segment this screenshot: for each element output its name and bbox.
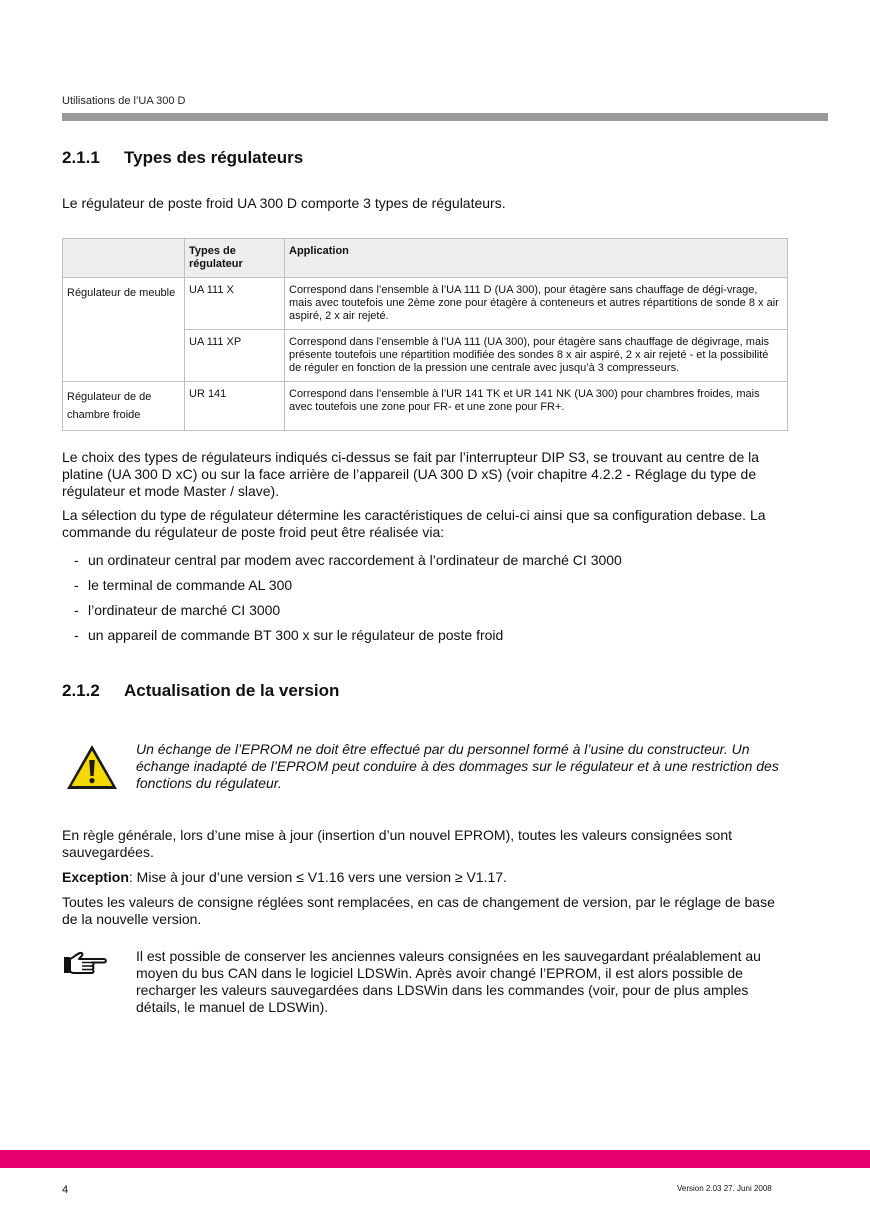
exception-label: Exception xyxy=(62,869,129,885)
table-row xyxy=(63,278,788,330)
ldswin-note-text: Il est possible de conserver les anciennes valeurs consignées en les sauvegardant préalablement au moyen du bus CAN dans le logiciel LDSWin. Après avoir changé l’EPROM, il est alors possible de recharger les valeurs sauvegardées dans LDSWin dans les commandes (voir, pour de plus amples détails, le manuel de LDSWin). xyxy=(136,948,761,1015)
setpoints-paragraph: Toutes les valeurs de consigne réglées sont remplacées, en cas de changement de version, par le réglage de base de la nouvelle version. xyxy=(62,894,775,927)
table-header-row xyxy=(63,239,788,278)
table-cell-type: UR 141 xyxy=(185,382,285,431)
footer-bar xyxy=(0,1150,870,1168)
list-item: - l’ordinateur de marché CI 3000 xyxy=(74,602,281,618)
table-header-cell: Types de régulateur xyxy=(185,239,285,278)
table-row xyxy=(63,382,788,431)
version-info: Version 2.03 27. Juni 2008 xyxy=(677,1184,772,1193)
section-title: Actualisation de la version xyxy=(124,681,340,700)
section-number: 2.1.2 xyxy=(62,681,100,700)
pointing-hand-icon xyxy=(62,951,108,977)
list-item: - un ordinateur central par modem avec raccordement à l’ordinateur de marché CI 3000 xyxy=(74,552,622,568)
table-cell-application: Correspond dans l’ensemble à l’UA 111 (UA 300), pour étagère sans chauffage de dégivrage, mais présente toutefois une répartition modifiée des sondes 8 x air aspiré, 2 x air rejeté - et la possibilité de réguler en fonction de la pression une centrale avec jusqu’à 3 compresseurs. xyxy=(285,330,788,382)
selection-paragraph: La sélection du type de régulateur détermine les caractéristiques de celui-ci ainsi que sa configuration debase. La commande du régulateur de poste froid peut être réalisée via: xyxy=(62,507,766,540)
eprom-warning-text: Un échange de l’EPROM ne doit être effectué par du personnel formé à l’usine du constructeur. Un échange inadapté de l’EPROM peut conduire à des dommages sur le régulateur et à une restriction des fonctions du régulateur. xyxy=(136,741,779,791)
section-title: Types des régulateurs xyxy=(124,148,304,167)
dip-switch-paragraph: Le choix des types de régulateurs indiqués ci-dessus se fait par l’interrupteur DIP S3, se trouvant au centre de la platine (UA 300 D xC) ou sur la face arrière de l’appareil (UA 300 D xS) (voir chapitre 4.2.2 - Réglage du type de régulateur et mode Master / slave). xyxy=(62,449,760,499)
exception-paragraph xyxy=(62,869,790,886)
table-group-label: Régulateur de de chambre froide xyxy=(63,382,185,431)
section-heading-2-1-1 xyxy=(62,148,303,168)
table-cell-type: UA 111 XP xyxy=(185,330,285,382)
running-header: Utilisations de l’UA 300 D xyxy=(62,95,186,107)
page-number: 4 xyxy=(62,1184,69,1196)
table-header-cell xyxy=(63,239,185,278)
table-cell-application: Correspond dans l’ensemble à l’UA 111 D (UA 300), pour étagère sans chauffage de dégi-vrage, mais avec toutefois une 2ème zone pour étagère à conteneurs et autres répartitions de sonde 8 x air aspiré, 2 x air rejeté. xyxy=(285,278,788,330)
header-rule xyxy=(62,113,828,121)
table-header-cell: Application xyxy=(285,239,788,278)
intro-paragraph: Le régulateur de poste froid UA 300 D comporte 3 types de régulateurs. xyxy=(62,195,506,211)
table-cell-application: Correspond dans l’ensemble à l’UR 141 TK et UR 141 NK (UA 300) pour chambres froides, mais avec toutefois une zone pour FR- et une zone pour FR+. xyxy=(285,382,788,431)
list-item: - un appareil de commande BT 300 x sur le régulateur de poste froid xyxy=(74,627,504,643)
exception-text: : Mise à jour d’une version ≤ V1.16 vers une version ≥ V1.17. xyxy=(128,869,507,885)
section-number: 2.1.1 xyxy=(62,148,100,167)
table-group-label: Régulateur de meuble xyxy=(63,278,185,382)
control-options-list xyxy=(74,548,622,648)
update-paragraph: En règle générale, lors d’une mise à jour (insertion d’un nouvel EPROM), toutes les valeurs consignées sont sauvegardées. xyxy=(62,827,733,860)
regulator-types-table xyxy=(62,238,788,431)
section-heading-2-1-2 xyxy=(62,681,339,701)
list-item: - le terminal de commande AL 300 xyxy=(74,577,293,593)
table-cell-type: UA 111 X xyxy=(185,278,285,330)
warning-triangle-icon xyxy=(64,742,120,792)
